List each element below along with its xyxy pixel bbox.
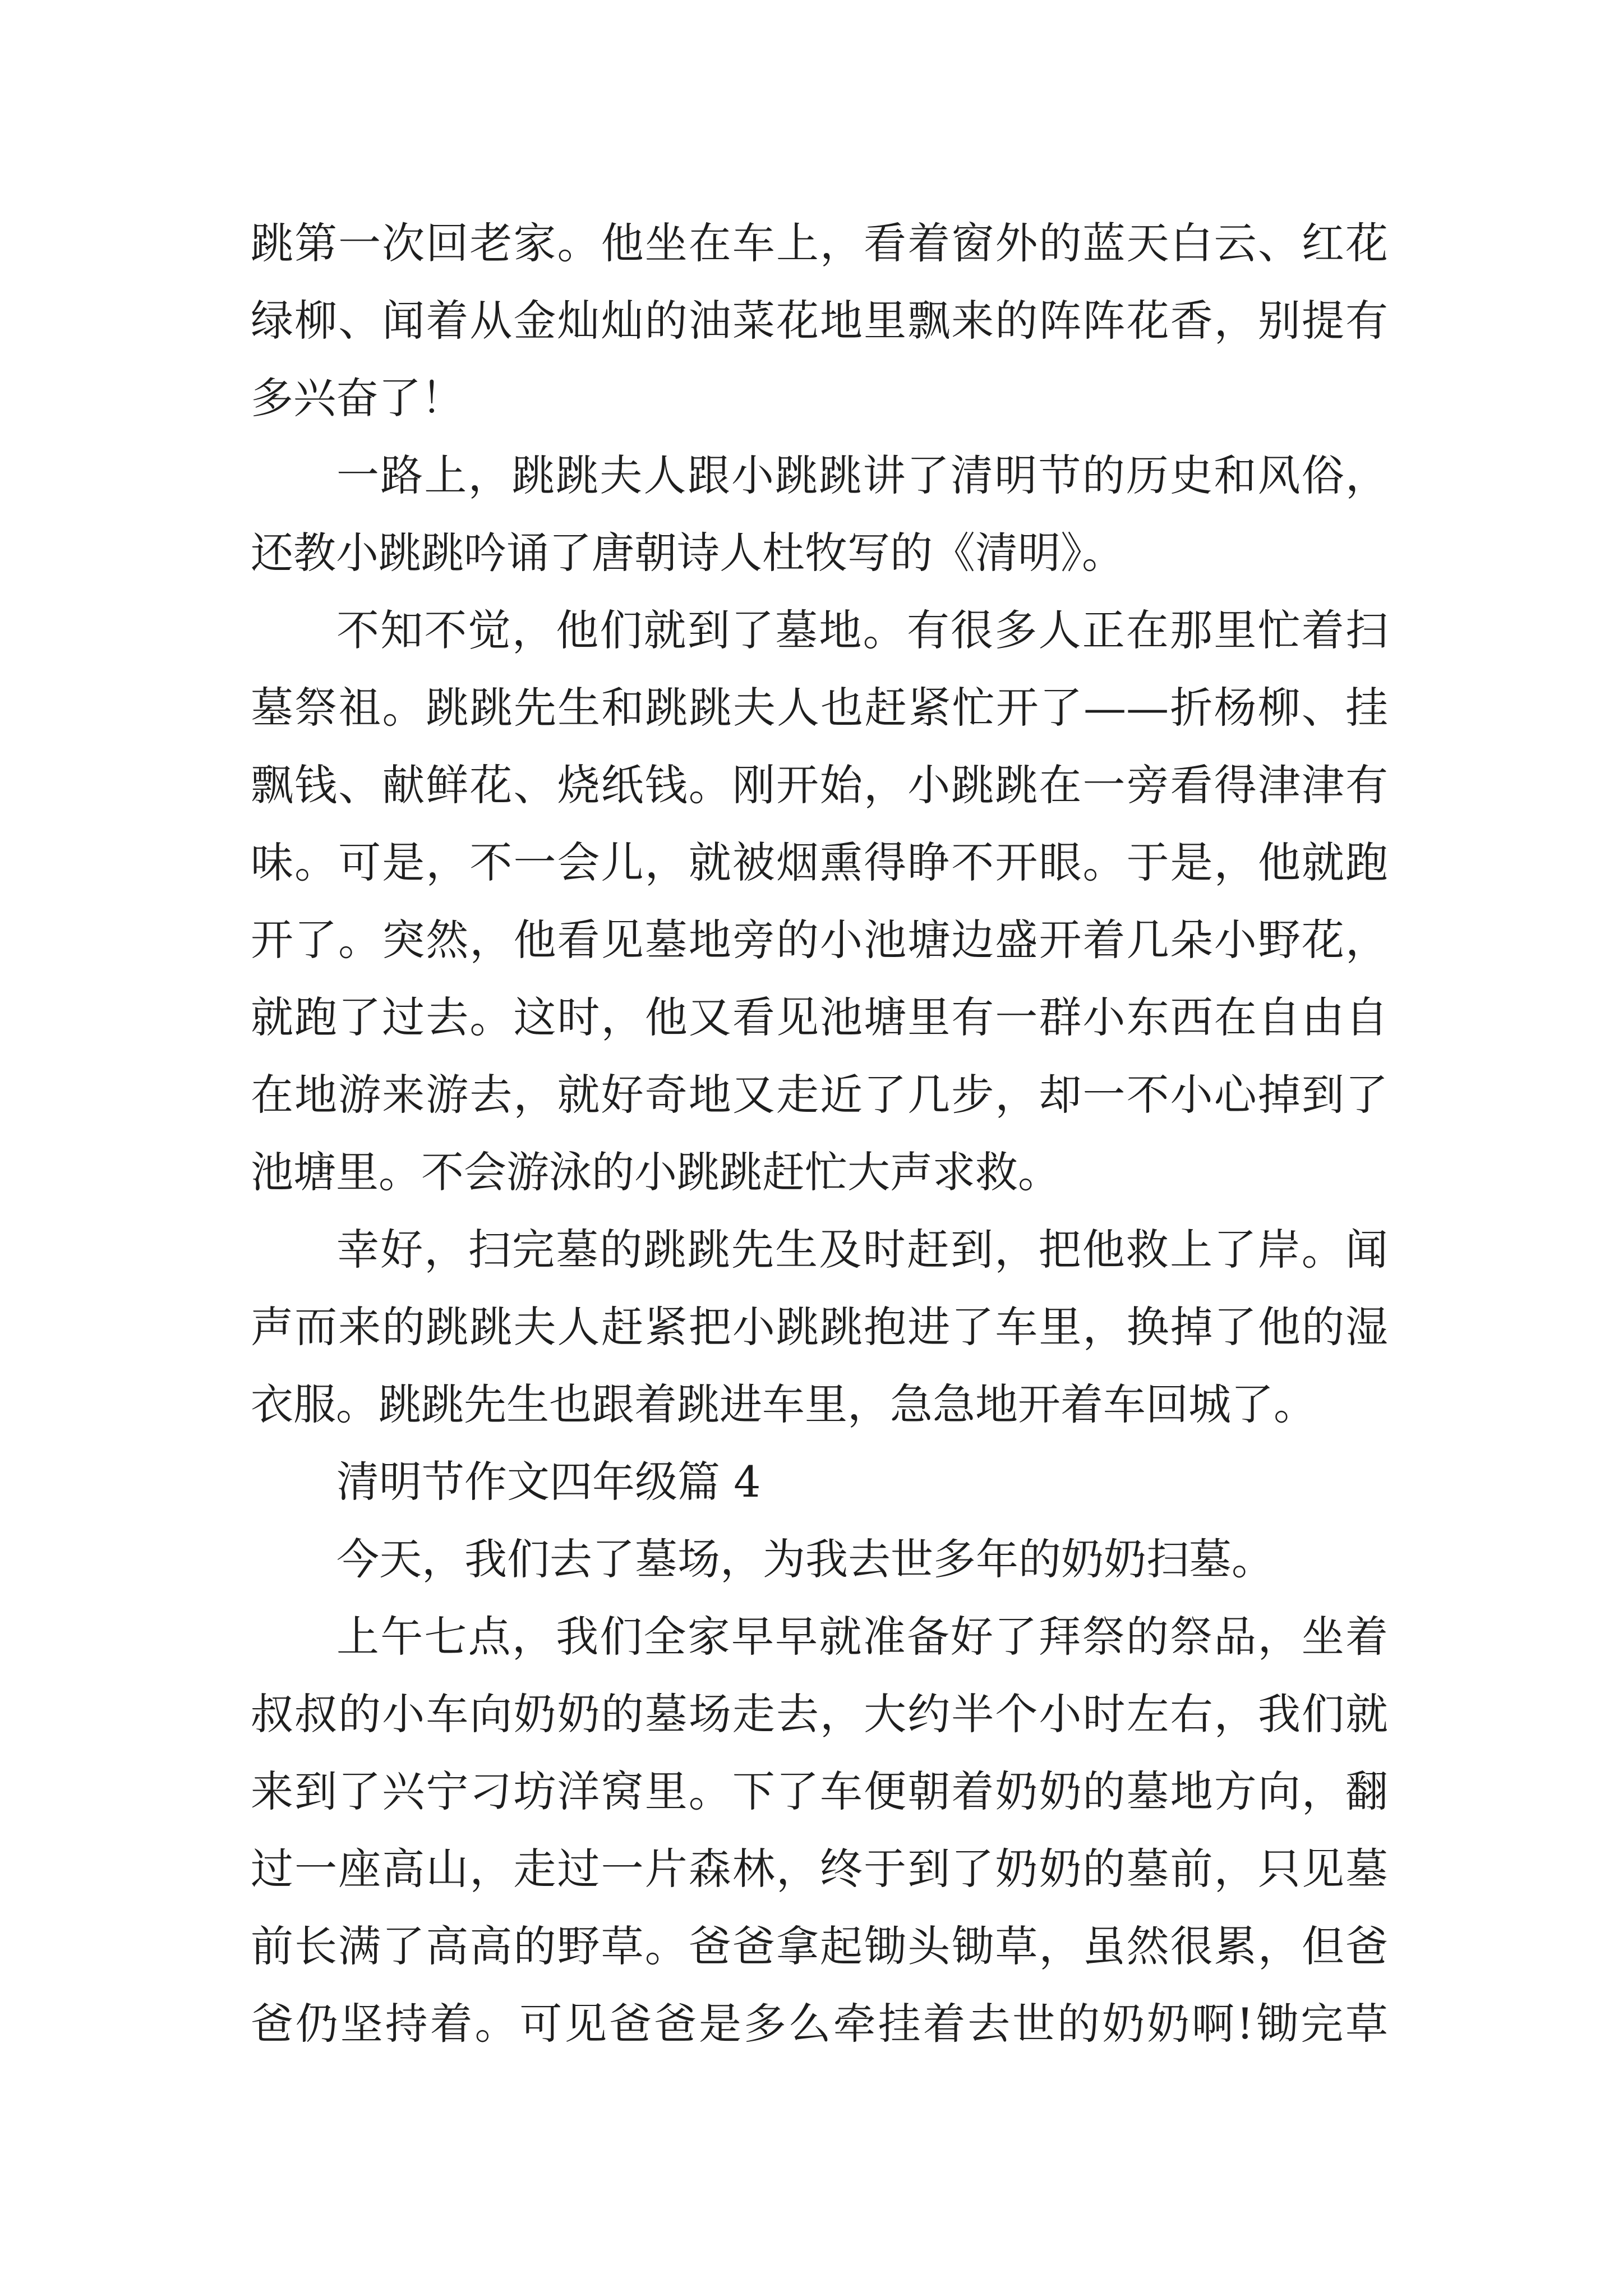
section-heading-text: 清明节作文四年级篇 4 (336, 1457, 761, 1507)
paragraph (251, 1211, 1388, 1443)
body-text-line: 叔叔的小车向奶奶的墓场走去，大约半个小时左右，我们就 (251, 1689, 1388, 1739)
body-text-line: 墓祭祖。跳跳先生和跳跳夫人也赶紧忙开了——折杨柳、挂 (251, 683, 1388, 733)
body-text-line: 一路上，跳跳夫人跟小跳跳讲了清明节的历史和风俗， (336, 450, 1388, 500)
body-text-line: 声而来的跳跳夫人赶紧把小跳跳抱进了车里，换掉了他的湿 (251, 1302, 1388, 1352)
paragraph (251, 592, 1388, 1211)
body-text-line: 不知不觉，他们就到了墓地。有很多人正在那里忙着扫 (336, 605, 1388, 655)
document-body (251, 205, 1388, 2063)
paragraph (251, 437, 1388, 592)
paragraph (251, 1521, 1388, 1598)
body-text-line: 来到了兴宁刁坊洋窝里。下了车便朝着奶奶的墓地方向，翻 (251, 1766, 1388, 1816)
body-text-line: 就跑了过去。这时，他又看见池塘里有一群小东西在自由自 (251, 992, 1388, 1042)
body-text-line: 跳第一次回老家。他坐在车上，看着窗外的蓝天白云、红花 (251, 218, 1388, 268)
body-text-line: 多兴奋了！ (251, 373, 464, 423)
body-text-line: 味。可是，不一会儿，就被烟熏得睁不开眼。于是，他就跑 (251, 838, 1388, 887)
body-text-line: 开了。突然，他看见墓地旁的小池塘边盛开着几朵小野花， (251, 915, 1388, 965)
paragraph (251, 205, 1388, 437)
body-text-line: 爸仍坚持着。可见爸爸是多么牵挂着去世的奶奶啊!锄完草 (251, 1999, 1388, 2049)
body-text-line: 池塘里。不会游泳的小跳跳赶忙大声求救。 (251, 1147, 1061, 1197)
body-text-line: 上午七点，我们全家早早就准备好了拜祭的祭品，坐着 (336, 1612, 1388, 1662)
body-text-line: 飘钱、献鲜花、烧纸钱。刚开始，小跳跳在一旁看得津津有 (251, 760, 1388, 810)
body-text-line: 衣服。跳跳先生也跟着跳进车里，急急地开着车回城了。 (251, 1379, 1316, 1429)
body-text-line: 绿柳、闻着从金灿灿的油菜花地里飘来的阵阵花香，别提有 (251, 296, 1388, 346)
body-text-line: 过一座高山，走过一片森林，终于到了奶奶的墓前，只见墓 (251, 1844, 1388, 1894)
paragraph (251, 1598, 1388, 2063)
body-text-line: 前长满了高高的野草。爸爸拿起锄头锄草，虽然很累，但爸 (251, 1921, 1388, 1971)
body-text-line: 还教小跳跳吟诵了唐朝诗人杜牧写的《清明》。 (251, 528, 1124, 578)
section-heading (251, 1443, 1388, 1521)
body-text-line: 幸好，扫完墓的跳跳先生及时赶到，把他救上了岸。闻 (336, 1225, 1388, 1274)
body-text-line: 今天，我们去了墓场，为我去世多年的奶奶扫墓。 (336, 1534, 1274, 1584)
body-text-line: 在地游来游去，就好奇地又走近了几步，却一不小心掉到了 (251, 1070, 1388, 1120)
